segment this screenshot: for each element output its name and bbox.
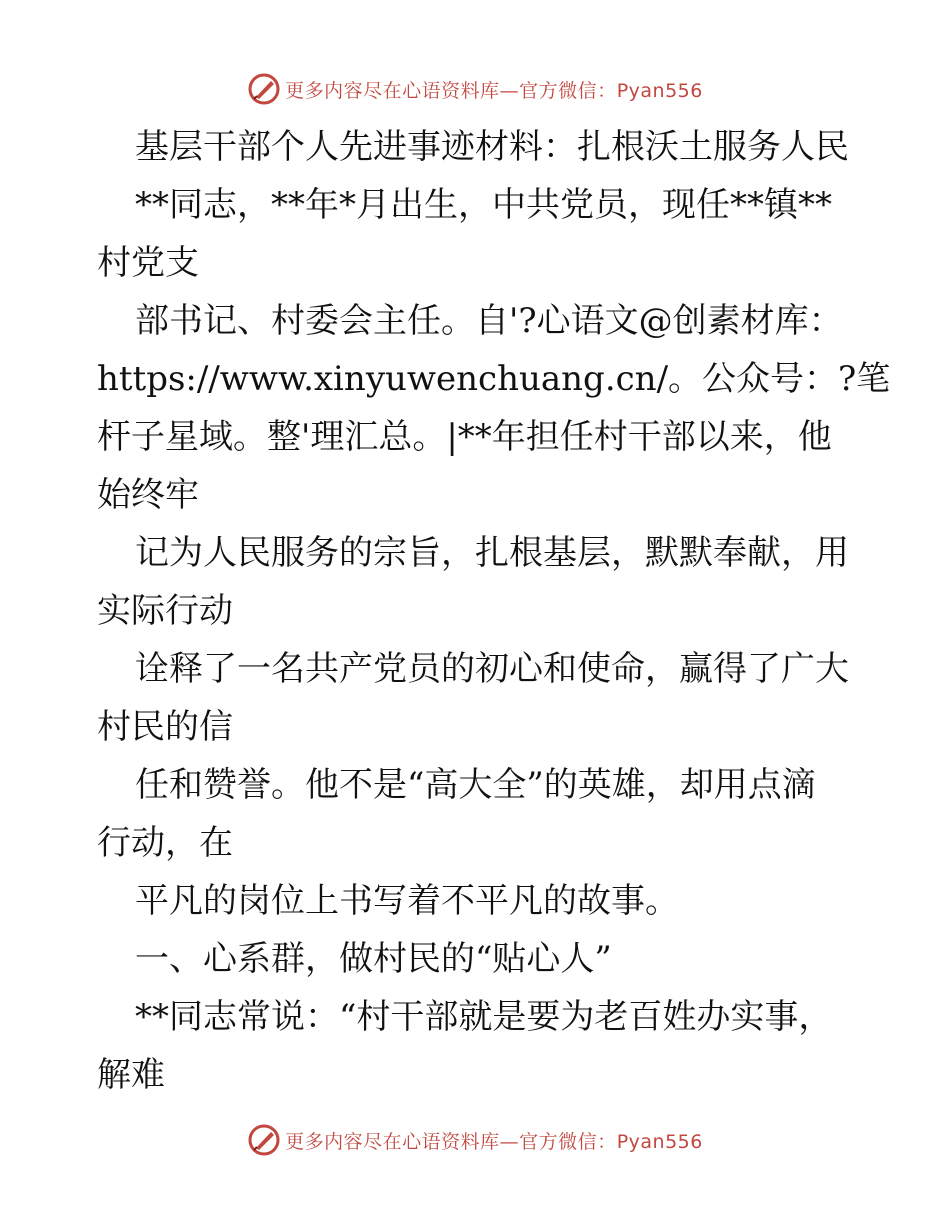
paragraph-line: 杆子星域。整'理汇总。|**年担任村干部以来，他 — [97, 417, 832, 457]
header-banner — [0, 69, 950, 109]
section-heading: 一、心系群，做村民的“贴心人” — [135, 939, 612, 979]
paragraph-line: 村党支 — [97, 243, 199, 283]
paragraph-line: 始终牢 — [97, 475, 199, 515]
banner-dash: — — [499, 1130, 520, 1153]
paragraph-line: https://www.xinyuwenchuang.cn/。公众号：?笔 — [97, 359, 891, 399]
feather-pen-seal-icon — [247, 72, 281, 106]
paragraph-line: 诠释了一名共产党员的初心和使命，赢得了广大 — [135, 649, 849, 689]
feather-pen-seal-icon — [247, 1123, 281, 1157]
paragraph-line: 记为人民服务的宗旨，扎根基层，默默奉献，用 — [135, 533, 849, 573]
wechat-id: Pyan556 — [616, 79, 703, 102]
paragraph-line: 平凡的岗位上书写着不平凡的故事。 — [135, 881, 679, 921]
paragraph-line: 部书记、村委会主任。自'?心语文@创素材库： — [135, 301, 843, 341]
banner-slogan: 更多内容尽在心语资料库 — [285, 79, 500, 102]
document-body — [97, 118, 891, 1104]
banner-slogan: 更多内容尽在心语资料库 — [285, 1130, 500, 1153]
paragraph-line: 解难 — [97, 1055, 165, 1095]
paragraph-line: **同志常说：“村干部就是要为老百姓办实事， — [135, 997, 833, 1037]
paragraph-line: 行动，在 — [97, 823, 233, 863]
banner-text — [285, 76, 703, 103]
paragraph-line: 村民的信 — [97, 707, 233, 747]
paragraph-line: 实际行动 — [97, 591, 233, 631]
footer-banner — [0, 1120, 950, 1160]
banner-dash: — — [499, 79, 520, 102]
wechat-label: 官方微信： — [519, 1130, 617, 1153]
paragraph-line: 任和赞誉。他不是“高大全”的英雄，却用点滴 — [135, 765, 816, 805]
document-title: 基层干部个人先进事迹材料：扎根沃土服务人民 — [135, 127, 849, 167]
wechat-id: Pyan556 — [616, 1130, 703, 1153]
paragraph-line: **同志，**年*月出生，中共党员，现任**镇** — [135, 185, 832, 225]
wechat-label: 官方微信： — [519, 79, 617, 102]
banner-text — [285, 1127, 703, 1154]
